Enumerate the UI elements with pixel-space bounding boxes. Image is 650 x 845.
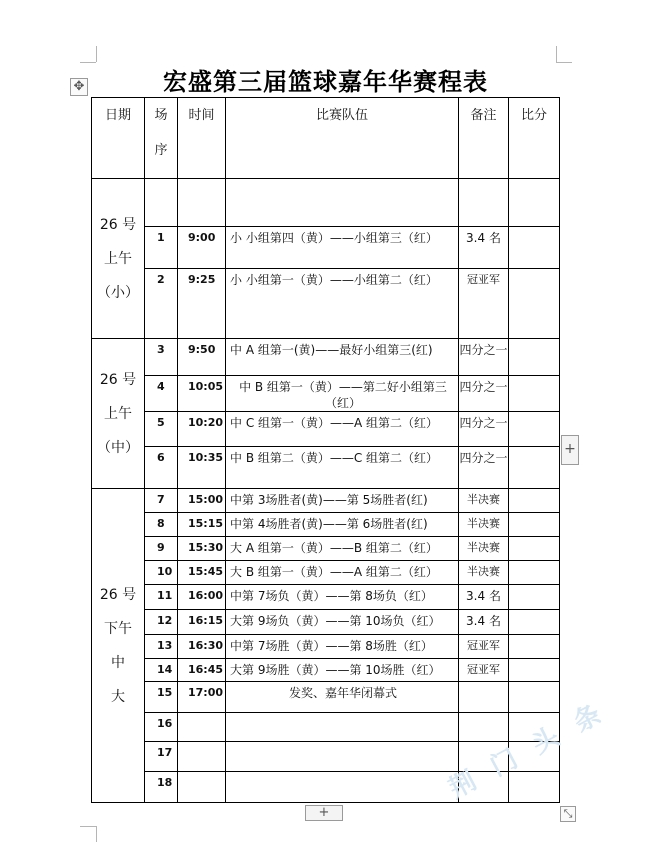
match-score: [509, 489, 560, 513]
match-teams: 大 B 组第一（黄）——A 组第二（红）: [226, 561, 459, 585]
table-row: [92, 585, 560, 610]
match-time: 10:35: [178, 447, 226, 489]
table-row: [92, 179, 560, 227]
header-score: 比分: [509, 98, 560, 179]
match-teams: 小 小组第四（黄）——小组第三（红）: [226, 227, 459, 269]
match-teams: 中第 4场胜者(黄)——第 6场胜者(红): [226, 513, 459, 537]
match-time: 9:25: [178, 269, 226, 339]
watermark: 荆 门 头 条: [444, 696, 612, 805]
match-time: 17:00: [178, 682, 226, 713]
header-seq: 场 序: [145, 98, 178, 179]
match-score: [509, 537, 560, 561]
match-score: [509, 772, 560, 803]
match-number: 5: [145, 412, 178, 447]
crop-mark: [96, 826, 97, 842]
table-row: [92, 513, 560, 537]
match-teams: [226, 742, 459, 772]
table-row: [92, 447, 560, 489]
match-time: 9:50: [178, 339, 226, 376]
match-teams: 中 C 组第一（黄）——A 组第二（红）: [226, 412, 459, 447]
table-row: [92, 537, 560, 561]
header-time: 时间: [178, 98, 226, 179]
header-note: 备注: [459, 98, 509, 179]
match-number: 4: [145, 376, 178, 412]
match-note: 3.4 名: [459, 227, 509, 269]
match-time: 16:00: [178, 585, 226, 610]
match-number: 17: [145, 742, 178, 772]
match-time: 15:45: [178, 561, 226, 585]
table-row: [92, 610, 560, 635]
match-note: [459, 682, 509, 713]
table-row: [92, 339, 560, 376]
match-score: [509, 635, 560, 659]
schedule-table: [91, 97, 560, 803]
match-teams: 大第 9场负（黄）——第 10场负（红）: [226, 610, 459, 635]
table-row: [92, 635, 560, 659]
match-note: 冠亚军: [459, 269, 509, 339]
match-time: 16:30: [178, 635, 226, 659]
match-teams: 小 小组第一（黄）——小组第二（红）: [226, 269, 459, 339]
match-number: 2: [145, 269, 178, 339]
match-time: [178, 713, 226, 742]
match-teams: 中第 7场胜（黄）——第 8场胜（红）: [226, 635, 459, 659]
match-note: 半决赛: [459, 489, 509, 513]
header-date: 日期: [92, 98, 145, 179]
match-time: [178, 772, 226, 803]
match-teams: [226, 772, 459, 803]
table-row: [92, 376, 560, 412]
add-row-icon[interactable]: +: [305, 805, 343, 821]
match-number: 6: [145, 447, 178, 489]
match-number: 8: [145, 513, 178, 537]
match-note: 四分之一: [459, 412, 509, 447]
match-score: [509, 561, 560, 585]
crop-mark: [96, 46, 97, 62]
table-row: [92, 682, 560, 713]
match-time: [178, 742, 226, 772]
match-time: 15:30: [178, 537, 226, 561]
match-score: [509, 610, 560, 635]
crop-mark: [556, 46, 557, 62]
match-time: 10:20: [178, 412, 226, 447]
table-row: [92, 227, 560, 269]
match-score: [509, 659, 560, 682]
match-score: [509, 339, 560, 376]
match-note: 半决赛: [459, 537, 509, 561]
match-time: 9:00: [178, 227, 226, 269]
match-teams: 中第 3场胜者(黄)——第 5场胜者(红): [226, 489, 459, 513]
page-title: 宏盛第三届篮球嘉年华赛程表: [163, 67, 488, 96]
match-teams: 中第 7场负（黄）——第 8场负（红）: [226, 585, 459, 610]
crop-mark: [80, 826, 96, 827]
header-teams: 比赛队伍: [226, 98, 459, 179]
match-time: 16:15: [178, 610, 226, 635]
match-score: [509, 513, 560, 537]
match-number: 1: [145, 227, 178, 269]
match-note: 半决赛: [459, 513, 509, 537]
match-time: 15:00: [178, 489, 226, 513]
match-number: 14: [145, 659, 178, 682]
match-note: 半决赛: [459, 561, 509, 585]
match-number: 10: [145, 561, 178, 585]
match-teams: 中 B 组第二（黄）——C 组第二（红）: [226, 447, 459, 489]
match-time: 15:15: [178, 513, 226, 537]
match-note: 3.4 名: [459, 610, 509, 635]
table-row: [92, 489, 560, 513]
match-note: 四分之一: [459, 376, 509, 412]
add-column-icon[interactable]: +: [561, 435, 579, 465]
match-number: 18: [145, 772, 178, 803]
date-group-afternoon: 26 号 下午 中 大: [92, 489, 145, 803]
match-number: 11: [145, 585, 178, 610]
match-note: 3.4 名: [459, 585, 509, 610]
table-row: [92, 561, 560, 585]
match-teams: 发奖、嘉年华闭幕式: [226, 682, 459, 713]
match-score: [509, 269, 560, 339]
match-number: 7: [145, 489, 178, 513]
date-group-morning-small: 26 号 上午 （小）: [92, 179, 145, 339]
match-note: 四分之一: [459, 339, 509, 376]
match-teams: 中 B 组第一（黄）——第二好小组第三（红）: [226, 376, 459, 412]
match-score: [509, 376, 560, 412]
table-resize-icon[interactable]: ⤡: [560, 806, 576, 822]
match-note: 冠亚军: [459, 635, 509, 659]
match-teams: [226, 713, 459, 742]
match-number: 3: [145, 339, 178, 376]
match-number: 12: [145, 610, 178, 635]
header-row: [92, 98, 560, 179]
match-time: 10:05: [178, 376, 226, 412]
match-score: [509, 447, 560, 489]
table-row: [92, 412, 560, 447]
table-move-icon[interactable]: ✥: [70, 78, 88, 96]
match-score: [509, 682, 560, 713]
match-number: 15: [145, 682, 178, 713]
match-teams: 中 A 组第一(黄)——最好小组第三(红): [226, 339, 459, 376]
match-score: [509, 585, 560, 610]
match-note: 冠亚军: [459, 659, 509, 682]
match-score: [509, 227, 560, 269]
match-number: 13: [145, 635, 178, 659]
table-row: [92, 659, 560, 682]
match-time: 16:45: [178, 659, 226, 682]
match-teams: 大 A 组第一（黄）——B 组第二（红）: [226, 537, 459, 561]
date-group-morning-mid: 26 号 上午 （中）: [92, 339, 145, 489]
match-score: [509, 412, 560, 447]
match-teams: 大第 9场胜（黄）——第 10场胜（红）: [226, 659, 459, 682]
match-number: 9: [145, 537, 178, 561]
match-number: 16: [145, 713, 178, 742]
match-note: [459, 713, 509, 742]
match-note: 四分之一: [459, 447, 509, 489]
table-row: [92, 713, 560, 742]
table-row: [92, 269, 560, 297]
